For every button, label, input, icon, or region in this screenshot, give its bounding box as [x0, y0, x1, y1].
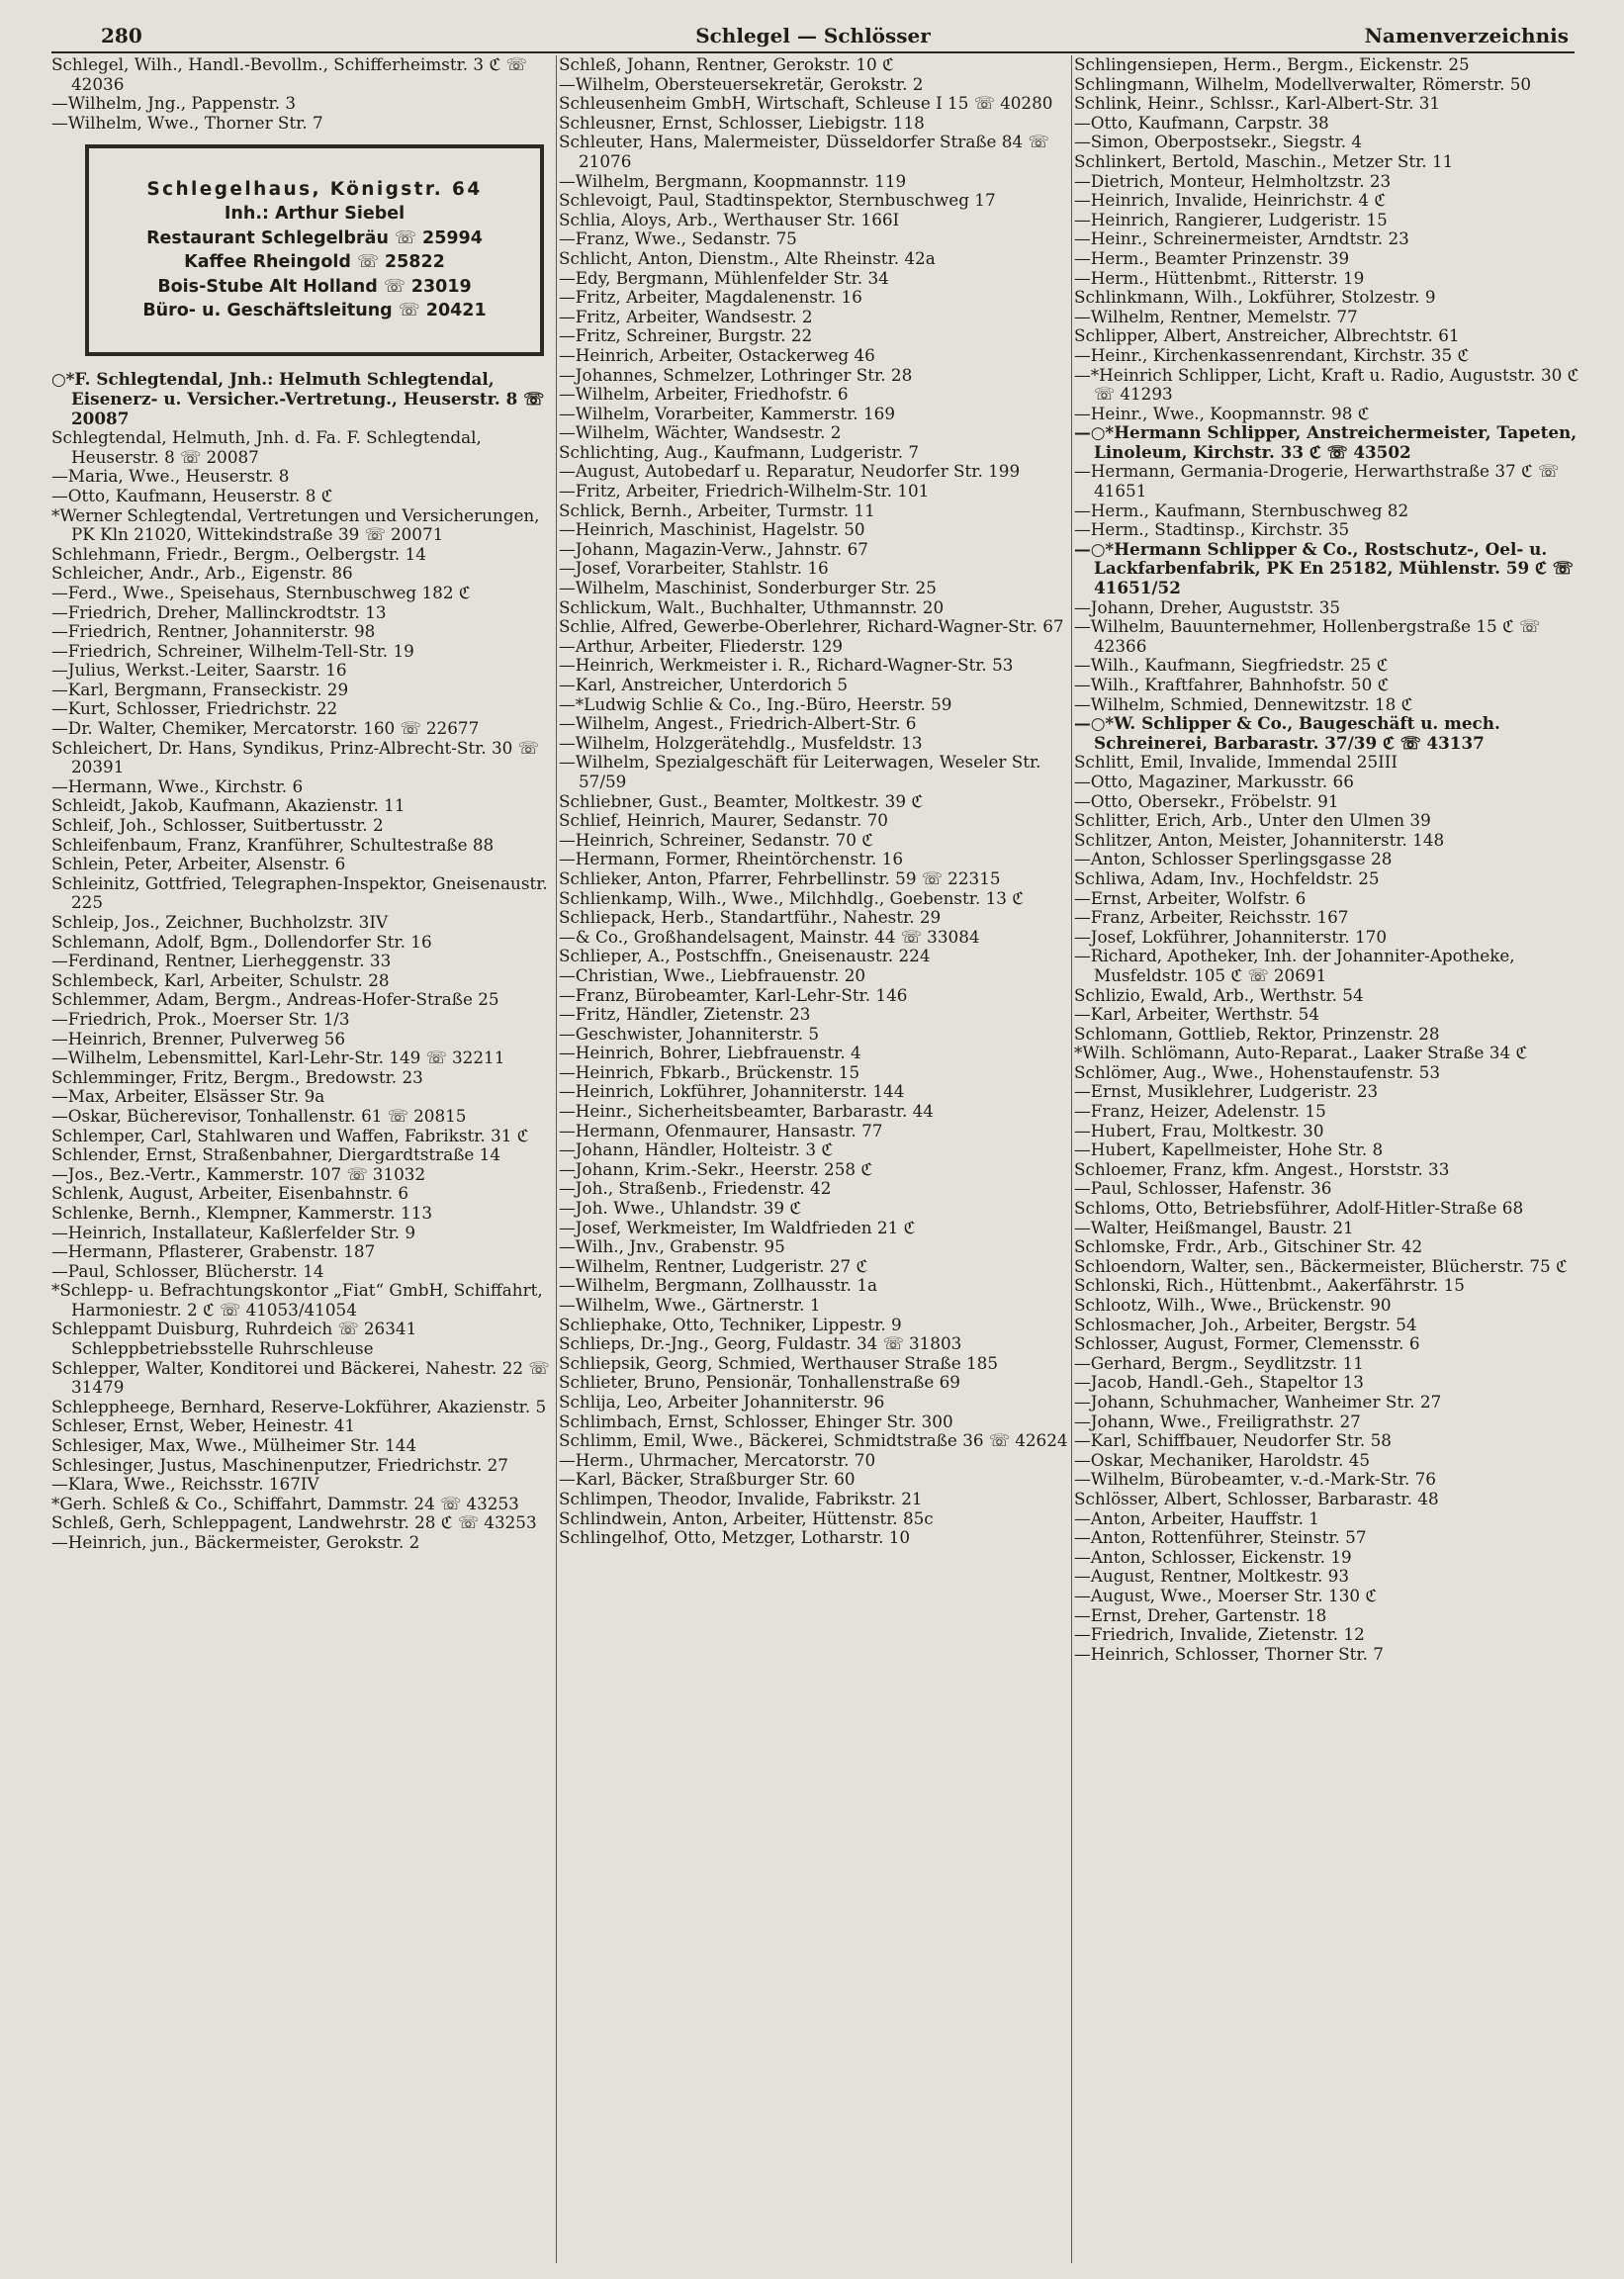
directory-entry: Schlender, Ernst, Straßenbahner, Diergardtstraße 14 — [51, 1144, 501, 1165]
directory-entry: —Johann, Magazin-Verw., Jahnstr. 67 — [559, 538, 868, 559]
directory-entry: —Christian, Wwe., Liebfrauenstr. 20 — [559, 964, 866, 985]
directory-entry: —Wilhelm, Vorarbeiter, Kammerstr. 169 — [559, 403, 895, 423]
directory-entry: —Karl, Bäcker, Straßburger Str. 60 — [559, 1469, 856, 1490]
directory-entry: Schlegel, Wilh., Handl.-Bevollm., Schifferheimstr. 3 ℭ ☏ 42036 — [51, 54, 527, 94]
directory-entry: Schliwa, Adam, Inv., Hochfeldstr. 25 — [1074, 867, 1380, 888]
directory-entry: —Heinrich, Werkmeister i. R., Richard-Wagner-Str. 53 — [559, 655, 1014, 676]
directory-entry: —Hermann, Former, Rheintörchenstr. 16 — [559, 849, 904, 869]
directory-entry: —Hermann, Wwe., Kirchstr. 6 — [51, 775, 304, 796]
directory-entry: ○*F. Schlegtendal, Jnh.: Helmuth Schlegtendal, Eisenerz- u. Versicher.-Vertretung., Heuserstr. 8 ☏ 20087 — [51, 369, 545, 428]
directory-entry: —Wilhelm, Jng., Pappenstr. 3 — [51, 93, 297, 114]
directory-entry: —Otto, Kaufmann, Carpstr. 38 — [1074, 112, 1329, 133]
directory-entry: Schlingensiepen, Herm., Bergm., Eickenstr. 25 — [1074, 54, 1470, 74]
directory-entry: —Heinr., Wwe., Koopmannstr. 98 ℭ — [1074, 403, 1370, 423]
directory-entry: —Wilhelm, Bürobeamter, v.-d.-Mark-Str. 76 — [1074, 1469, 1436, 1490]
directory-entry: —Anton, Schlosser Sperlingsgasse 28 — [1074, 849, 1393, 869]
directory-entry: Schlimpen, Theodor, Invalide, Fabrikstr. 21 — [559, 1488, 923, 1508]
directory-entry: —Heinrich, Maschinist, Hagelstr. 50 — [559, 519, 865, 540]
directory-entry: Schlenk, August, Arbeiter, Eisenbahnstr. 6 — [51, 1183, 409, 1204]
directory-entry: —Wilhelm, Rentner, Ludgeristr. 27 ℭ — [559, 1255, 868, 1276]
directory-entry: —Richard, Apotheker, Inh. der Johanniter-Apotheke, Musfeldstr. 105 ℭ ☏ 20691 — [1074, 946, 1515, 985]
directory-entry: —Heinrich, Bohrer, Liebfrauenstr. 4 — [559, 1043, 861, 1063]
directory-entry: Schleinitz, Gottfried, Telegraphen-Inspektor, Gneisenaustr. 225 — [51, 872, 548, 913]
directory-entry: Schlesiger, Max, Wwe., Mülheimer Str. 144 — [51, 1435, 417, 1456]
directory-entry: Schlipper, Albert, Anstreicher, Albrechtstr. 61 — [1074, 325, 1460, 346]
directory-entry: Schlieps, Dr.-Jng., Georg, Fuldastr. 34 ☏ 31803 — [559, 1333, 962, 1354]
directory-entry: —Johann, Krim.-Sekr., Heerstr. 258 ℭ — [559, 1158, 873, 1179]
directory-entry: —Paul, Schlosser, Blücherstr. 14 — [51, 1260, 324, 1281]
directory-entry: —Fritz, Schreiner, Burgstr. 22 — [559, 325, 813, 346]
directory-entry: —Oskar, Mechaniker, Haroldstr. 45 — [1074, 1449, 1371, 1470]
directory-entry: —Heinrich, Arbeiter, Ostackerweg 46 — [559, 344, 875, 365]
directory-entry: —Anton, Rottenführer, Steinstr. 57 — [1074, 1527, 1367, 1548]
directory-entry: —Franz, Wwe., Sedanstr. 75 — [559, 228, 797, 249]
directory-entry: —Friedrich, Rentner, Johanniterstr. 98 — [51, 621, 376, 642]
directory-entry: —Heinr., Schreinermeister, Arndtstr. 23 — [1074, 228, 1409, 249]
directory-entry: Schliephake, Otto, Techniker, Lippestr. 9 — [559, 1314, 902, 1334]
directory-entry: —Wilh., Kraftfahrer, Bahnhofstr. 50 ℭ — [1074, 675, 1390, 694]
directory-entry: Schlichting, Aug., Kaufmann, Ludgeristr. 7 — [559, 441, 920, 462]
directory-entry: *Schlepp- u. Befrachtungskontor „Fiat“ GmbH, Schiffahrt, Harmoniestr. 2 ℭ ☏ 41053/41054 — [51, 1280, 543, 1320]
directory-entry: Schleppamt Duisburg, Ruhrdeich ☏ 26341 Schleppbetriebsstelle Ruhrschleuse — [51, 1319, 417, 1359]
directory-entry: *Gerh. Schleß & Co., Schiffahrt, Dammstr. 24 ☏ 43253 — [51, 1493, 519, 1513]
directory-entry: Schlitter, Erich, Arb., Unter den Ulmen 39 — [1074, 810, 1431, 831]
directory-entry: *Werner Schlegtendal, Vertretungen und Versicherungen, PK Kln 21020, Wittekindstraße 39 ☏ 20071 — [51, 504, 540, 545]
directory-entry: Schlickum, Walt., Buchhalter, Uthmannstr. 20 — [559, 596, 945, 617]
column-divider — [556, 55, 557, 2263]
directory-entry: —Friedrich, Invalide, Zietenstr. 12 — [1074, 1624, 1365, 1645]
directory-entry: —Wilhelm, Bergmann, Zollhausstr. 1a — [559, 1275, 877, 1296]
directory-entry: Schlösser, Albert, Schlosser, Barbarastr. 48 — [1074, 1488, 1439, 1508]
directory-entry: Schlein, Peter, Arbeiter, Alsenstr. 6 — [51, 854, 346, 874]
directory-entry: —Ferd., Wwe., Speisehaus, Sternbuschweg 182 ℭ — [51, 582, 471, 602]
directory-entry: —Paul, Schlosser, Hafenstr. 36 — [1074, 1178, 1332, 1199]
directory-entry: —Herm., Kaufmann, Sternbuschweg 82 — [1074, 500, 1409, 520]
directory-entry: —Wilhelm, Arbeiter, Friedhofstr. 6 — [559, 384, 849, 405]
directory-entry: —Heinr., Kirchenkassenrendant, Kirchstr. 35 ℭ — [1074, 344, 1470, 365]
directory-entry: —Heinrich, Fbkarb., Brückenstr. 15 — [559, 1061, 860, 1082]
ad-line: Bois-Stube Alt Holland ☏ 23019 — [157, 276, 472, 297]
directory-entry: Schlootz, Wilh., Wwe., Brückenstr. 90 — [1074, 1295, 1392, 1315]
directory-entry: Schloemer, Franz, kfm. Angest., Horststr. 33 — [1074, 1158, 1450, 1179]
directory-entry: —Johannes, Schmelzer, Lothringer Str. 28 — [559, 364, 913, 385]
directory-entry: —Max, Arbeiter, Elsässer Str. 9a — [51, 1086, 325, 1107]
directory-entry: Schlepper, Walter, Konditorei und Bäckerei, Nahestr. 22 ☏ 31479 — [51, 1357, 550, 1398]
directory-entry: —Arthur, Arbeiter, Fliederstr. 129 — [559, 635, 844, 656]
directory-entry: —Fritz, Händler, Zietenstr. 23 — [559, 1004, 811, 1025]
directory-entry: —Wilhelm, Lebensmittel, Karl-Lehr-Str. 149 ☏ 32211 — [51, 1048, 505, 1068]
directory-entry: Schlomann, Gottlieb, Rektor, Prinzenstr. 28 — [1074, 1023, 1440, 1044]
directory-entry: —Wilhelm, Obersteuersekretär, Gerokstr. 2 — [559, 73, 924, 94]
directory-entry: —Friedrich, Prok., Moerser Str. 1/3 — [51, 1008, 350, 1029]
directory-entry: —Johann, Schuhmacher, Wanheimer Str. 27 — [1074, 1391, 1442, 1412]
entries-list — [559, 55, 1069, 1548]
directory-entry: —Ferdinand, Rentner, Lierheggenstr. 33 — [51, 951, 392, 971]
directory-entry: —& Co., Großhandelsagent, Mainstr. 44 ☏ 33084 — [559, 926, 980, 947]
directory-entry: —Karl, Anstreicher, Unterdorich 5 — [559, 675, 849, 694]
directory-entry: —Wilhelm, Schmied, Dennewitzstr. 18 ℭ — [1074, 693, 1413, 714]
directory-entry: —Wilhelm, Wächter, Wandsestr. 2 — [559, 422, 842, 443]
directory-entry: —Fritz, Arbeiter, Wandsestr. 2 — [559, 306, 813, 326]
directory-entry: —Franz, Bürobeamter, Karl-Lehr-Str. 146 — [559, 984, 908, 1005]
directory-entry: —Wilhelm, Wwe., Gärtnerstr. 1 — [559, 1295, 821, 1315]
directory-entry: —Dietrich, Monteur, Helmholtzstr. 23 — [1074, 170, 1392, 191]
directory-entry: —Karl, Bergmann, Franseckistr. 29 — [51, 679, 349, 699]
page-header — [51, 18, 1575, 53]
directory-entry: Schleppheege, Bernhard, Reserve-Lokführer, Akazienstr. 5 — [51, 1396, 547, 1416]
directory-entry: —August, Autobedarf u. Reparatur, Neudorfer Str. 199 — [559, 461, 1021, 482]
directory-entry: —Friedrich, Dreher, Mallinckrodtstr. 13 — [51, 601, 387, 622]
directory-entry: —Heinrich, Lokführer, Johanniterstr. 144 — [559, 1081, 905, 1102]
directory-entry: Schliebner, Gust., Beamter, Moltkestr. 39 ℭ — [559, 790, 924, 811]
directory-entry: *Wilh. Schlömann, Auto-Reparat., Laaker Straße 34 ℭ — [1074, 1043, 1528, 1063]
directory-entry: Schlemmer, Adam, Bergm., Andreas-Hofer-Straße 25 — [51, 989, 499, 1010]
directory-entry: —*Ludwig Schlie & Co., Ing.-Büro, Heerstr. 59 — [559, 693, 952, 714]
directory-entry: —Karl, Arbeiter, Werthstr. 54 — [1074, 1004, 1320, 1025]
directory-entry: —Hubert, Frau, Moltkestr. 30 — [1074, 1120, 1324, 1140]
directory-entry: Schlizio, Ewald, Arb., Werthstr. 54 — [1074, 984, 1364, 1005]
directory-entry: —Heinrich, Schlosser, Thorner Str. 7 — [1074, 1643, 1384, 1664]
directory-entry: Schlehmann, Friedr., Bergm., Oelbergstr. 14 — [51, 543, 426, 564]
directory-entry: —Hermann, Ofenmaurer, Hansastr. 77 — [559, 1120, 883, 1140]
directory-entry: —Wilh., Jnv., Grabenstr. 95 — [559, 1236, 785, 1257]
directory-entry: Schlomske, Frdr., Arb., Gitschiner Str. 42 — [1074, 1236, 1423, 1257]
directory-entry: —*Heinrich Schlipper, Licht, Kraft u. Radio, Auguststr. 30 ℭ ☏ 41293 — [1074, 364, 1579, 405]
directory-entry: Schlömer, Aug., Wwe., Hohenstaufenstr. 53 — [1074, 1061, 1441, 1082]
directory-entry: Schlevoigt, Paul, Stadtinspektor, Sternbuschweg 17 — [559, 190, 996, 211]
directory-entry: Schlenke, Bernh., Klempner, Kammerstr. 113 — [51, 1202, 433, 1223]
directory-entry: Schlief, Heinrich, Maurer, Sedanstr. 70 — [559, 810, 888, 831]
directory-entry: —Johann, Wwe., Freiligrathstr. 27 — [1074, 1411, 1361, 1431]
directory-entry: —Edy, Bergmann, Mühlenfelder Str. 34 — [559, 267, 889, 288]
directory-entry: Schliepsik, Georg, Schmied, Werthauser Straße 185 — [559, 1352, 998, 1373]
column-3 — [1074, 55, 1588, 1664]
directory-entry: —Heinrich, jun., Bäckermeister, Gerokstr. 2 — [51, 1532, 420, 1552]
directory-entry: —Johann, Dreher, Auguststr. 35 — [1074, 596, 1341, 617]
directory-entry: Schloendorn, Walter, sen., Bäckermeister, Blücherstr. 75 ℭ — [1074, 1255, 1568, 1276]
directory-entry: —Heinr., Sicherheitsbeamter, Barbarastr. 44 — [559, 1101, 934, 1122]
directory-entry: —Heinrich, Installateur, Kaßlerfelder Str. 9 — [51, 1222, 416, 1242]
directory-entry: Schleusenheim GmbH, Wirtschaft, Schleuse I 15 ☏ 40280 — [559, 93, 1053, 114]
directory-entry: Schlingelhof, Otto, Metzger, Lotharstr. 10 — [559, 1527, 911, 1548]
directory-entry: —Kurt, Schlosser, Friedrichstr. 22 — [51, 698, 338, 719]
directory-entry: —August, Wwe., Moerser Str. 130 ℭ — [1074, 1585, 1378, 1605]
directory-entry: Schleidt, Jakob, Kaufmann, Akazienstr. 11 — [51, 795, 406, 816]
directory-entry: Schlie, Alfred, Gewerbe-Oberlehrer, Richard-Wagner-Str. 67 — [559, 616, 1064, 637]
directory-entry: Schlija, Leo, Arbeiter Johanniterstr. 96 — [559, 1391, 885, 1412]
directory-entry: Schlieker, Anton, Pfarrer, Fehrbellinstr. 59 ☏ 22315 — [559, 867, 1001, 888]
directory-entry: —○*W. Schlipper & Co., Baugeschäft u. mech. Schreinerei, Barbarastr. 37/39 ℭ ☏ 43137 — [1074, 713, 1500, 753]
directory-entry: Schlosser, August, Former, Clemensstr. 6 — [1074, 1333, 1420, 1354]
directory-entry: —Simon, Oberpostsekr., Siegstr. 4 — [1074, 132, 1363, 152]
directory-entry: Schleusner, Ernst, Schlosser, Liebigstr. 118 — [559, 112, 925, 133]
directory-entry: Schlemper, Carl, Stahlwaren und Waffen, Fabrikstr. 31 ℭ — [51, 1125, 529, 1145]
directory-entry: Schlegtendal, Helmuth, Jnh. d. Fa. F. Schlegtendal, Heuserstr. 8 ☏ 20087 — [51, 427, 482, 467]
entries-list — [1074, 55, 1588, 1664]
directory-entry: —Franz, Arbeiter, Reichsstr. 167 — [1074, 907, 1349, 928]
directory-entry: —Fritz, Arbeiter, Friedrich-Wilhelm-Str. 101 — [559, 481, 930, 501]
directory-entry: Schleß, Gerh, Schleppagent, Landwehrstr. 28 ℭ ☏ 43253 — [51, 1512, 537, 1533]
directory-entry: —Joh., Straßenb., Friedenstr. 42 — [559, 1178, 832, 1199]
page-number: 280 — [101, 24, 142, 47]
directory-entry: Schloms, Otto, Betriebsführer, Adolf-Hitler-Straße 68 — [1074, 1198, 1524, 1219]
directory-entry: —Wilhelm, Angest., Friedrich-Albert-Str. 6 — [559, 713, 917, 734]
entries-list — [51, 370, 554, 1552]
directory-entry: —Anton, Schlosser, Eickenstr. 19 — [1074, 1546, 1352, 1567]
directory-entry: —Josef, Lokführer, Johanniterstr. 170 — [1074, 926, 1388, 947]
directory-entry: Schlia, Aloys, Arb., Werthauser Str. 166I — [559, 209, 900, 229]
directory-entry: Schlosmacher, Joh., Arbeiter, Bergstr. 54 — [1074, 1314, 1417, 1334]
directory-entry: Schleß, Johann, Rentner, Gerokstr. 10 ℭ — [559, 54, 894, 74]
directory-entry: —Franz, Heizer, Adelenstr. 15 — [1074, 1101, 1326, 1122]
directory-entry: —Josef, Vorarbeiter, Stahlstr. 16 — [559, 558, 829, 579]
directory-entry: —Wilhelm, Bauunternehmer, Hollenbergstraße 15 ℭ ☏ 42366 — [1074, 616, 1541, 656]
directory-entry: —Josef, Werkmeister, Im Waldfrieden 21 ℭ — [559, 1217, 916, 1237]
directory-entry: Schlimm, Emil, Wwe., Bäckerei, Schmidtstraße 36 ☏ 42624 — [559, 1430, 1068, 1451]
directory-entry: Schleuter, Hans, Malermeister, Düsseldorfer Straße 84 ☏ 21076 — [559, 132, 1049, 171]
header-title: Schlegel — Schlösser — [695, 24, 931, 47]
directory-entry: Schleichert, Dr. Hans, Syndikus, Prinz-Albrecht-Str. 30 ☏ 20391 — [51, 737, 539, 777]
directory-entry: —Gerhard, Bergm., Seydlitzstr. 11 — [1074, 1352, 1364, 1373]
directory-entry: —Herm., Hüttenbmt., Ritterstr. 19 — [1074, 267, 1365, 288]
directory-entry: —Anton, Arbeiter, Hauffstr. 1 — [1074, 1507, 1319, 1528]
directory-entry: —Karl, Schiffbauer, Neudorfer Str. 58 — [1074, 1430, 1392, 1451]
ad-line: Büro- u. Geschäftsleitung ☏ 20421 — [142, 301, 487, 321]
directory-entry: —Julius, Werkst.-Leiter, Saarstr. 16 — [51, 660, 347, 681]
directory-entry: —Heinrich, Rangierer, Ludgeristr. 15 — [1074, 209, 1388, 229]
directory-entry: —Wilhelm, Holzgerätehdlg., Musfeldstr. 13 — [559, 732, 923, 753]
directory-entry: —Jacob, Handl.-Geh., Stapeltor 13 — [1074, 1372, 1364, 1393]
directory-entry: —Hubert, Kapellmeister, Hohe Str. 8 — [1074, 1140, 1384, 1160]
directory-entry: Schlick, Bernh., Arbeiter, Turmstr. 11 — [559, 500, 875, 520]
directory-entry: —Otto, Obersekr., Fröbelstr. 91 — [1074, 790, 1339, 811]
directory-entry: —Johann, Händler, Holteistr. 3 ℭ — [559, 1140, 834, 1160]
directory-entry: —Oskar, Bücherevisor, Tonhallenstr. 61 ☏ 20815 — [51, 1105, 467, 1126]
directory-entry: Schleip, Jos., Zeichner, Buchholzstr. 3IV — [51, 912, 389, 932]
directory-entry: —Geschwister, Johanniterstr. 5 — [559, 1023, 819, 1044]
directory-entry: Schlienkamp, Wilh., Wwe., Milchhdlg., Goebenstr. 13 ℭ — [559, 887, 1025, 908]
directory-entry: Schlesinger, Justus, Maschinenputzer, Friedrichstr. 27 — [51, 1454, 508, 1475]
directory-entry: Schlembeck, Karl, Arbeiter, Schulstr. 28 — [51, 969, 390, 990]
directory-entry: Schlindwein, Anton, Arbeiter, Hüttenstr. 85c — [559, 1507, 934, 1528]
advertisement-box — [85, 144, 544, 356]
directory-entry: Schliepack, Herb., Standartführ., Nahestr. 29 — [559, 907, 942, 928]
directory-entry: —Wilhelm, Rentner, Memelstr. 77 — [1074, 306, 1358, 326]
directory-entry: —Joh. Wwe., Uhlandstr. 39 ℭ — [559, 1198, 802, 1219]
directory-entry: —Ernst, Arbeiter, Wolfstr. 6 — [1074, 887, 1307, 908]
directory-entry: Schleicher, Andr., Arb., Eigenstr. 86 — [51, 563, 353, 584]
directory-entry: —Dr. Walter, Chemiker, Mercatorstr. 160 ☏ 22677 — [51, 718, 480, 739]
directory-entry: —Ernst, Dreher, Gartenstr. 18 — [1074, 1604, 1327, 1625]
directory-entry: Schlimbach, Ernst, Schlosser, Ehinger Str. 300 — [559, 1411, 953, 1431]
ad-line: Inh.: Arthur Siebel — [224, 204, 406, 225]
directory-entry: —Walter, Heißmangel, Baustr. 21 — [1074, 1217, 1354, 1237]
directory-entry: —Otto, Kaufmann, Heuserstr. 8 ℭ — [51, 485, 333, 505]
directory-entry: —Wilh., Kaufmann, Siegfriedstr. 25 ℭ — [1074, 655, 1389, 676]
directory-entry: —Hermann, Pflasterer, Grabenstr. 187 — [51, 1241, 376, 1262]
directory-entry: Schlink, Heinr., Schlssr., Karl-Albert-Str. 31 — [1074, 93, 1441, 114]
directory-entry: —Wilhelm, Spezialgeschäft für Leiterwagen, Weseler Str. 57/59 — [559, 752, 1041, 791]
directory-entry: —Herm., Beamter Prinzenstr. 39 — [1074, 247, 1350, 268]
ad-line: Kaffee Rheingold ☏ 25822 — [184, 252, 445, 273]
directory-entry: Schlitt, Emil, Invalide, Immendal 25III — [1074, 752, 1398, 773]
directory-entry: Schlemann, Adolf, Bgm., Dollendorfer Str. 16 — [51, 931, 432, 952]
directory-entry: Schlonski, Rich., Hüttenbmt., Aakerfährstr. 15 — [1074, 1275, 1465, 1296]
directory-entry: —Heinrich, Schreiner, Sedanstr. 70 ℭ — [559, 829, 874, 850]
section-title: Namenverzeichnis — [1364, 24, 1569, 47]
directory-entry: Schleif, Joh., Schlosser, Suitbertusstr. 2 — [51, 815, 384, 836]
directory-entry: —Klara, Wwe., Reichsstr. 167IV — [51, 1474, 319, 1495]
directory-entry: —Ernst, Musiklehrer, Ludgeristr. 23 — [1074, 1081, 1379, 1102]
directory-entry: Schleifenbaum, Franz, Kranführer, Schultestraße 88 — [51, 834, 495, 855]
ad-line: Restaurant Schlegelbräu ☏ 25994 — [146, 228, 483, 248]
directory-entry: —Herm., Stadtinsp., Kirchstr. 35 — [1074, 519, 1350, 540]
directory-entry: Schleser, Ernst, Weber, Heinestr. 41 — [51, 1415, 356, 1436]
directory-entry: —Friedrich, Schreiner, Wilhelm-Tell-Str. 19 — [51, 640, 414, 661]
directory-entry: Schlitzer, Anton, Meister, Johanniterstr. 148 — [1074, 829, 1445, 850]
directory-entry: Schlemminger, Fritz, Bergm., Bredowstr. 23 — [51, 1066, 423, 1087]
directory-entry: Schlingmann, Wilhelm, Modellverwalter, Römerstr. 50 — [1074, 73, 1532, 94]
directory-entry: —Maria, Wwe., Heuserstr. 8 — [51, 466, 290, 487]
directory-entry: —Fritz, Arbeiter, Magdalenenstr. 16 — [559, 287, 862, 308]
directory-entry: —Wilhelm, Maschinist, Sonderburger Str. 25 — [559, 578, 937, 598]
directory-entry: Schlieter, Bruno, Pensionär, Tonhallenstraße 69 — [559, 1372, 960, 1393]
directory-entry: —Otto, Magaziner, Markusstr. 66 — [1074, 771, 1354, 791]
column-2 — [559, 55, 1069, 1548]
directory-entry: —○*Hermann Schlipper & Co., Rostschutz-, Oel- u. Lackfarbenfabrik, PK En 25182, Mühlenstr. 59 ℭ ☏ 41651/52 — [1074, 538, 1574, 598]
directory-entry: —Hermann, Germania-Drogerie, Herwarthstraße 37 ℭ ☏ 41651 — [1074, 461, 1560, 501]
directory-entry: —Wilhelm, Bergmann, Koopmannstr. 119 — [559, 170, 907, 191]
directory-entry: Schlinkmann, Wilh., Lokführer, Stolzestr. 9 — [1074, 287, 1436, 308]
entries-before-ad — [51, 55, 554, 133]
directory-entry: —Herm., Uhrmacher, Mercatorstr. 70 — [559, 1449, 876, 1470]
column-1 — [51, 55, 554, 1553]
directory-entry: Schlicht, Anton, Dienstm., Alte Rheinstr. 42a — [559, 247, 936, 268]
ad-headline: Schlegelhaus, Königstr. 64 — [146, 178, 483, 200]
directory-entry: —Heinrich, Invalide, Heinrichstr. 4 ℭ — [1074, 190, 1387, 211]
column-divider — [1071, 55, 1072, 2263]
directory-entry: —August, Rentner, Moltkestr. 93 — [1074, 1566, 1350, 1587]
directory-entry: Schlieper, A., Postschffn., Gneisenaustr. 224 — [559, 946, 931, 966]
directory-entry: —○*Hermann Schlipper, Anstreichermeister, Tapeten, Linoleum, Kirchstr. 33 ℭ ☏ 43502 — [1074, 422, 1578, 462]
directory-entry: —Jos., Bez.-Vertr., Kammerstr. 107 ☏ 31032 — [51, 1163, 426, 1184]
directory-entry: —Heinrich, Brenner, Pulverweg 56 — [51, 1028, 346, 1048]
directory-entry: —Wilhelm, Wwe., Thorner Str. 7 — [51, 112, 323, 133]
directory-entry: Schlinkert, Bertold, Maschin., Metzer Str. 11 — [1074, 150, 1454, 171]
